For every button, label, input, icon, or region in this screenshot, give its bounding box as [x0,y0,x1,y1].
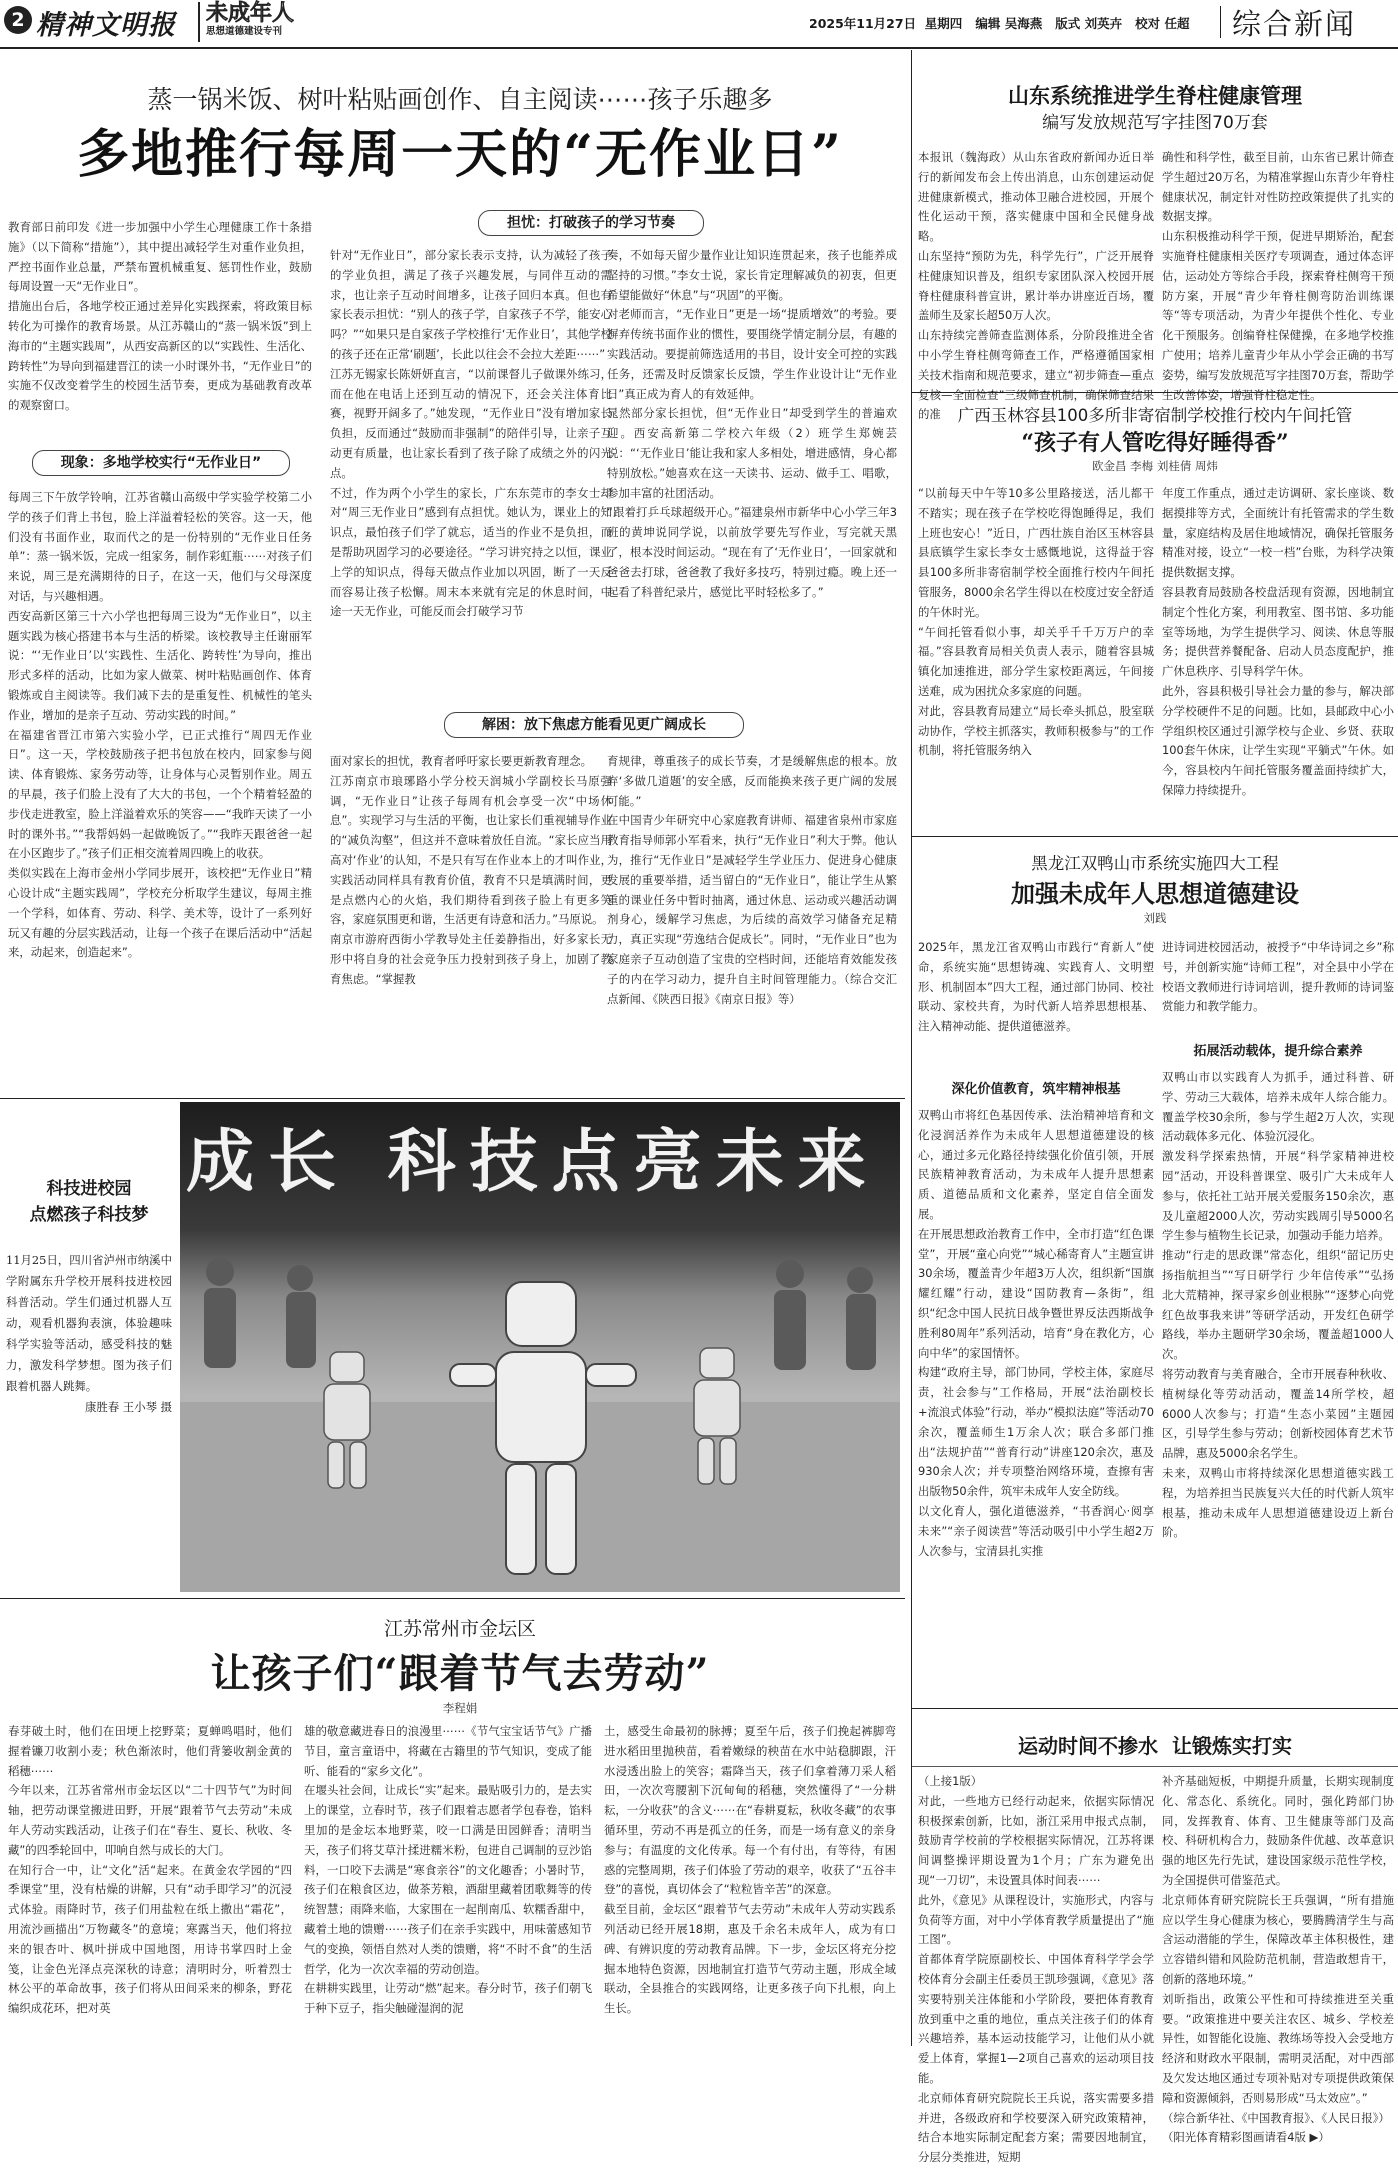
section-label-worry: 担忧：打破孩子的学习节奏 [478,210,704,236]
heilongjiang-intro: 2025年，黑龙江省双鸭山市践行“育新人”使命，系统实施“思想铸魂、实践育人、文明塑形、机制固本”四大工程，通过部门协同、校社联动、家校共育，为时代新人培养思想根基、注入精神动能、提供道德滋养。 [918,940,1154,1034]
heilongjiang-subhead-2: 拓展活动载体，提升综合素养 [1193,1044,1363,1059]
section-logo [198,2,333,42]
page-number-badge: 2 [4,6,32,34]
photo-title-line-2: 点燃孩子科技梦 [29,1205,149,1225]
guangxi-byline: 欧金昌 李梅 刘桂倩 周炜 [1092,459,1218,473]
photo-banner-text: 成长 科技点亮未来 [186,1123,880,1202]
masthead-rule [0,47,1398,49]
changzhou-col-3: 土，感受生命最初的脉搏；夏至午后，孩子们挽起裤脚弯进水稻田里抛秧苗，看着嫩绿的秧苗在水中站稳脚跟，汗水浸透出脸上的笑容；霜降当天，孩子们拿着薄刀采人稻田，一次次弯腰割下沉甸甸的稻穗，突然懂得了“一分耕耘，一分收获”的含义⋯⋯在“春耕夏耘，秋收冬藏”的农事循环里，劳动不再是孤立的任务，而是一场有意义的亲身参与；有温度的文化传承。每一个有付出，有等待，有困惑的完整周期，孩子们体验了劳动的艰辛，收获了“五谷丰登”的喜悦，真切体会了“粒粒皆辛苦”的深意。 截至目前，金坛区“跟着节气去劳动”未成年人劳动实践系列活动已经开展18期，惠及千余名未成年人，成为有口碑、有辨识度的劳动教育品牌。下一步，金坛区将充分挖掘本地特色资源，因地制宜打造节气劳动主题，形成全域联动，全县推合的实践网络，让更多孩子向下扎根，向上生长。 [604,1724,896,2016]
heilongjiang-byline: 刘践 [1143,911,1167,925]
newspaper-logo: 精神文明报 [36,10,176,41]
changzhou-col-2: 雄的敬意藏进春日的浪漫里⋯⋯《节气宝宝话节气》广播节目，童言童语中，将藏在古籍里的节气知识，变成了能听、能看的“家乡文化”。 在堰头社会间，让成长“实”起来。最贴吸引力的，是去实上的课堂，立春时节，孩子们跟着志愿者学包春卷，馅料里加的是金坛本地野菜，咬一口满是田园鲜香；清明当天，孩子们将艾草汁揉进糯米粉，包进自己调制的豆沙馅料，一口咬下去满是“寒食亲谷”的文化趣香；小暑时节，孩子们在粮食区边，做茶芳粮，酒甜里藏着团歌舞等的传统智慧；雨降来临，大家围在一起削南瓜、软糯香甜中，藏着土地的馈赠⋯⋯孩子们在亲手实践中，用味蕾感知节气的变换，领悟自然对人类的馈赠，将“不时不食”的生活哲学，化为一次次幸福的劳动创造。 在耕耕实践里，让劳动“燃”起来。春分时节，孩子们朝飞于种下豆子，指尖触碰湿润的泥 [304,1724,592,2016]
guangxi-headline-line-2: “孩子有人管吃得好睡得香” [1021,430,1289,456]
photo-scene [180,1102,900,1592]
heilongjiang-bottom-rule [912,1708,1398,1709]
shandong-col-2: 确性和科学性，截至目前，山东省已累计筛查学生超过20万名，为精准掌握山东青少年脊柱健康状况，制定针对性防控政策提供了扎实的数据支撑。 山东积极推动科学干预，促进早期矫治，配套实施脊柱健康相关医疗专项调查，通过体态评估，运动处方等综合手段，探索脊柱侧弯干预防方案，开展“青少年脊柱侧弯防治训练课等“等专项活动，为青少年提供个性化、专业化干预服务。创编脊柱保健操，在多地学校推广使用；培养儿童青少年从小学会正确的书写姿势，编写发放规范写字挂图70万套，帮助学生改善体姿，增强脊柱稳定性。 [1162,150,1394,402]
lead-section3-col-b: 育规律，尊重孩子的成长节奏，才是缓解焦虑的根本。放弃‘多做几道题’的安全感，反而能换来孩子更广阔的发展可能。” 在中国青少年研究中心家庭教育讲师、福建省泉州市家庭教育指导师郭小军看来，执行“无作业日”利大于弊。他认为，推行“无作业日”是减轻学生学业压力、促进身心健康发展的重要举措，适当留白的“无作业日”，能让学生从繁重的课业任务中暂时抽离，通过休息、运动或兴趣活动调剂身心，缓解学习焦虑，为后续的高效学习储备充足精力，真正实现“劳逸结合促成长”。同时，“无作业日”也为家庭亲子互动创造了宝贵的空档时间，还能培育效能发孩子的内在学习动力，提升自主时间管理能力。（综合交汇点新闻、《陕西日报》《南京日报》等） [607,754,897,1006]
photo-caption: 11月25日，四川省泸州市纳溪中学附属东升学校开展科技进校园科普活动。学生们通过机器人互动，观看机器狗表演，体验趣味科学实验等活动，感受科技的魅力，激发科学梦想。图为孩子们跟着机器人跳舞。 [6,1253,172,1393]
photo-title-line-1: 科技进校园 [46,1179,132,1199]
changzhou-headline: 让孩子们“跟着节气去劳动” [210,1650,710,1697]
lead-kicker: 蒸一锅米饭、树叶粘贴画创作、自主阅读⋯⋯孩子乐趣多 [147,85,773,114]
guangxi-bottom-rule [912,836,1398,837]
heilongjiang-subhead-1: 深化价值教育，筑牢精神根基 [951,1082,1121,1097]
heilongjiang-col-2: 双鸭山市以实践育人为抓手，通过科普、研学、劳动三大载体，培养未成年人综合能力。覆盖学校30余所，参与学生超2万人次，实现活动载体多元化、体验沉浸化。 激发科学探索热情，开展“科学家精神进校园”活动，开设科普课堂、吸引广大未成年人参与，依托社工站开展关爱服务150余次，惠及儿童超2000人次，劳动实践周引导5000名学生参与植物生长记录，加强动手能力培养。 推动“行走的思政课”常态化，组织“韶记历史扬指航担当”“写日研学行 少年信传承”“弘扬北大荒精神，探寻家乡创业根脉”“逐梦心向党 红色故事我来讲”等研学活动，开发红色研学路线，举办主题研学30余场，覆盖超1000人次。 将劳动教育与美育融合，全市开展春种秋收、植树绿化等劳动活动，覆盖14所学校，超6000人次参与；打造“生态小菜园”主题园区，引导学生参与劳动；创新校园体育艺术节品牌，惠及5000余名学生。 未来，双鸭山市将持续深化思想道德实践工程，为培养担当民族复兴大任的时代新人筑牢根基，推动未成年人思想道德建设迈上新台阶。 [1162,1070,1394,1540]
photo-credit: 康胜春 王小琴 摄 [85,1400,172,1414]
exercise-col-1: （上接1版） 对此，一些地方已经行动起来，依据实际情况积极探索创新，比如，浙江采用申报式点制，鼓励青学校前的学校根据实际情况，江苏将课间调整操评期设置为1个月；广东为避免出现“一刀切”，未设置具体时间表⋯⋯ 此外，《意见》从课程设计，实施形式，内容与负荷等方面，对中小学体育教学质量提出了“施工图”。 首都体育学院原副校长、中国体育科学学会学校体育分会副主任委员王凯珍强调，《意见》落实要特别关注体能和小学阶段，要把体育教育放到重中之重的地位，重点关注孩子们的体育兴趣培养，基本运动技能学习，让他们从小就爱上体育，掌握1—2项自己喜欢的运动项目技能。 北京师体育研究院院长王兵说，落实需要多措并进，各级政府和学校要深入研究政策精神，结合本地实际制定配套方案；需要因地制宜，分层分类推进，短期 [918,1774,1154,2165]
exercise-col-2: 补齐基础短板，中期提升质量，长期实现制度化、常态化、系统化。同时，强化跨部门协同，发挥教育、体育、卫生健康等部门及高校、科研机构合力，鼓励条件优越、改革意识强的地区先行先试，建设国家级示范性学校，为全国提供可借鉴范式。 北京师体育研究院院长王兵强调，“所有措施应以学生身心健康为核心，要腾腾清学生与高含运动潜能的学生，保障改革主体积极性，建立容错纠错和风险防范机制，营造敢想肯干，创新的落地环境。” 刘昕指出，政策公平性和可持续推进至关重要。“政策推进中要关注农区、城乡、学校差异性，如智能化设施、教练场等投入会受地方经济和财政水平限制，需明灵活配，对中西部及欠发达地区通过专项补贴对专项提供政策保障和资源倾斜，否则易形成“马太效应”。” （综合新华社、《中国教育报》、《人民日报》） （阳光体育精彩图画请看4版 ▶） [1162,1774,1394,2145]
shandong-headline: 山东系统推进学生脊柱健康管理 [1008,84,1302,108]
column-divider [911,50,912,2046]
photo-title [6,1176,172,1228]
section-label-phenomenon: 现象：多地学校实行“无作业日” [32,450,290,476]
exercise-headline-rule [912,1766,1398,1767]
changzhou-kicker: 江苏常州市金坛区 [383,1618,536,1640]
heilongjiang-col-2-top: 进诗词进校园活动，被授予“中华诗词之乡”称号，并创新实施“诗师工程”，对全县中小学在校语文教师进行诗词培训，提升教师的诗词鉴赏能力和教学能力。 [1162,940,1394,1014]
masthead [0,0,1398,46]
exercise-headline: 运动时间不掺水 让锻炼实打实 [1018,1734,1292,1758]
masthead-divider [1220,6,1221,38]
shandong-bottom-rule [912,392,1398,393]
section-label-solution: 解困：放下焦虑方能看见更广阔成长 [444,712,744,738]
section-title: 未成年人 [206,1,295,26]
lead-section2-col-a: 针对“无作业日”，部分家长表示支持，认为减轻了孩子的学业负担，满足了孩子兴趣发展，与同伴互动的需求，也让亲子互动时间增多，让孩子回归本真。但也有家长表示担忧：“别人的孩子学，自家孩子不学，能安心吗？”“如果只是自家孩子学校推行‘无作业日’，其他学校的孩子还在正常‘刷题’，长此以往会不会拉大差距⋯⋯” 江苏无锡家长陈妍妍直言，“以前课督儿子做课外练习，而在他在电话上还到互动的情况下，还会关注体育比赛，视野开阔多了。”她发现，“无作业日”没有增加家长负担，反而通过“鼓励而非强制”的陪伴引导，让亲子互动更有质量，也让家长看到了孩子除了成绩之外的闪光点。 不过，作为两个小学生的家长，广东东莞市的李女士却对“周三无作业日”感到有点担忧。她认为，课业上的知识点，最怕孩子们学了就忘，适当的作业不是负担，而是帮助巩固学习的必要途径。“学习讲究持之以恒，课业上学的知识点，得每天做点作业加以巩固，断了一天反而容易让孩子松懈。周末本来就有完足的休息时间，中途一天无作业，可能反而会打破学习节 [330,248,612,619]
shandong-subheadline: 编写发放规范写字挂图70万套 [1042,113,1268,133]
page-category: 综合新闻 [1232,7,1357,41]
lead-section3-col-a: 面对家长的担忧，教育者呼吁家长要更新教育理念。 江苏南京市琅琊路小学分校天润城小学副校长马原强调，“无作业日”让孩子每周有机会享受一次“中场休息”。实现学习与生活的平衡，也让家长们重视辅导作业的“减负沟壑”，但这并不意味着放任自流。“家长应当用高对‘作业’的认知，不是只有写在作业本上的才叫作业，实践活动同样具有教育价值，教育不只是填满时间，更是点燃内心的火焰，我们期待看到孩子脸上有更多笑容，家庭氛围更和谐，生活更有诗意和活力。”马原说。 南京市游府西街小学教导处主任姜静指出，好多家长无形中将自身的社会竞争压力投射到孩子身上，加剧了教育焦虑。“掌握教 [330,754,612,986]
heilongjiang-headline: 加强未成年人思想道德建设 [1011,879,1299,908]
heilongjiang-col-1: 双鸭山市将红色基因传承、法治精神培育和文化浸润活养作为未成年人思想道德建设的核心，通过多元化路径持续强化价值引领，开展民族精神教育活动，为未成年人提升思想素质、道德品质和文化素养，坚定自信全面发展。 在开展思想政治教育工作中，全市打造“红色课堂”，开展“童心向党”“城心稀寄育人”主题宣讲30余场，覆盖青少年超3万人次，组织新“国旗耀红耀”行动，建设“国防教育—条街”，组织“纪念中国人民抗日战争暨世界反法西斯战争胜利80周年”系列活动，培育“身在教化方，心向中华”的家国情怀。 构建“政府主导，部门协同，学校主体，家庭尽责，社会参与”工作格局，开展“法治副校长+流浪式体验”行动，举办“模拟法庭”等活动70余次，覆盖师生1万余人次；联合多部门推出“法规护苗”“普育行动”讲座120余次，惠及930余人次；并专项整治网络环境，查擦有害出版物50余件，筑牢未成年人安全防线。 以文化育人，强化道德滋养，“书香润心·阅享未来”“亲子阅读营”等活动吸引中小学生超2万人次参与，宝清县扎实推 [918,1108,1154,1558]
photo-bottom-rule [0,1598,905,1599]
news-photo [180,1102,900,1592]
photo-caption-box [6,1176,172,1536]
guangxi-headline-line-1: 广西玉林容县100多所非寄宿制学校推行校内午间托管 [957,406,1353,425]
shandong-col-1: 本报讯（魏海政）从山东省政府新闻办近日举行的新闻发布会上传出消息，山东创建运动促进健康新模式，推动体卫融合进校园，开展个性化运动干预，落实健康中国和全民健身战略。 山东坚持“预防为先，科学先行”，广泛开展脊柱健康知识普及，组织专家团队深入校园开展脊柱健康科普宣讲，累计举办讲座近百场，覆盖师生及家长超50万人次。 山东持续完善筛查监测体系，分阶段推进全省中小学生脊柱侧弯筛查工作，严格遵循国家相关技术指南和规范要求，建立“初步筛查—重点复核—全面检查”三级筛查机制，确保筛查结果的准 [918,150,1154,422]
heilongjiang-kicker: 黑龙江双鸭山市系统实施四大工程 [1031,854,1279,873]
guangxi-col-1: “以前每天中午等10多公里路接送，活儿都干不踏实；现在孩子在学校吃得饱睡得足，我们上班也安心！”近日，广西壮族自治区玉林容县县底镇学生家长李女士感慨地说，这得益于容县100多所非寄宿制学校全面推行校内午间托管服务，8000余名学生得以在校度过安全舒适的午休时光。 “午间托管看似小事，却关乎千千万万户的幸福。”容县教育局相关负责人表示，随着容县城镇化加速推进，部分学生家校距离远，午间接送难，成为困扰众多家庭的问题。 对此，容县教育局建立“局长牵头抓总，股室联动协作，学校主抓落实，教师积极参与”的工作机制，将托管服务纳入 [918,486,1154,758]
section-subtitle: 思想道德建设专刊 [206,26,283,37]
changzhou-byline: 李程娟 [442,1701,478,1715]
lead-section1: 每周三下午放学铃响，江苏省赣山高级中学实验学校第二小学的孩子们背上书包，脸上洋溢着轻松的笑容。这一天，他们没有书面作业，取而代之的是一份特别的“无作业日任务单”：蒸一锅米饭，完成一组家务，制作彩虹瓶⋯⋯对孩子们来说，周三是充满期待的日子，在这一天，他们与父母深度对话，与兴趣相遇。 西安高新区第三十六小学也把每周三设为“无作业日”，以主题实践为核心搭建书本与生活的桥梁。该校教导主任谢丽军说：“‘无作业日’以‘实践性、生活化、跨转性’为导向，推出形式多样的活动，比如为家人做菜、树叶粘贴画创作、体育锻炼或自主阅读等。我们减下去的是重复性、机械性的笔头作业，增加的是亲子互动、劳动实践的时间。” 在福建省晋江市第六实验小学，已正式推行“周四无作业日”。这一天，学校鼓励孩子把书包放在校内，回家参与阅读、体育锻炼、家务劳动等，让身体与心灵暂别作业。周五的早晨，孩子们脸上没有了大大的书包，一个个精着轻盈的步伐走进教室，脸上洋溢着欢乐的笑容——“我昨天读了一小时的课外书。”“我帮妈妈一起做晚饭了。”“我昨天跟爸爸一起在小区跑步了。”孩子们正相交流着周四晚上的收获。 类似实践在上海市金州小学同步展开，该校把“无作业日”精心设计成“主题实践周”，学校充分析取学生建议，每周主推一个学科，如体育、劳动、科学、美术等，设计了一系列好玩又有趣的分层实践活动，让每一个孩子在课后活动中“活起来，动起来，创造起来”。 [8,490,312,960]
date-line: 2025年11月27日 星期四 编辑 吴海燕 版式 刘英卉 校对 任超 [809,16,1190,31]
changzhou-col-1: 春芽破土时，他们在田埂上挖野菜；夏蝉鸣唱时，他们握着镰刀收割小麦；秋色渐浓时，他们背篓收割金黄的稻穗⋯⋯ 今年以来，江苏省常州市金坛区以“二十四节气”为时间轴，把劳动课堂搬进田野，开展“跟着节气去劳动”未成年人劳动实践活动，让孩子们在“春生、夏长、秋收、冬藏”的四季轮回中，叩响自然与成长的大门。 在知行合一中，让“文化”活“起来。在黄金农学园的“四季课堂”里，没有枯燥的讲解，只有“动手即学习”的沉浸式体验。雨降时节，孩子们用盐粒在纸上撒出“霜花”，用流沙画描出“万物藏冬”的意境；寒露当天，他们将拉来的银杏叶、枫叶拼成中国地图，用诗书掌四时上金笺，让金色光泽点亮深秋的诗意；清明时分，听着烈士林公平的革命故事，孩子们将从田间采来的柳条，野花编织成花环，把对英 [8,1724,292,2016]
lead-bottom-rule [0,1098,905,1099]
lead-headline: 多地推行每周一天的“无作业日” [77,124,843,185]
lead-intro: 教育部日前印发《进一步加强中小学生心理健康工作十条措施》（以下简称“措施”），其中提出减轻学生对重作业负担，严控书面作业总量，严禁布置机械重复、惩罚性作业，鼓励每周设置一天“无作业日”。 措施出台后，各地学校正通过差异化实践探索，将政策目标转化为可操作的教育场景。从江苏赣山的“蒸一锅米饭”到上海市的“主题实践周”，从西安高新区的以“实践性、生活化、跨转性”为导向到福建晋江的读一小时课外书，“无作业日”的实施不仅改变着学生的校园生活节奏，更成为基础教育改革的观察窗口。 [8,220,312,413]
guangxi-col-2: 年度工作重点，通过走访调研、家长座谈、数据摸排等方式，全面统计有托管需求的学生数量，家庭结构及居住地域情况，确保托管服务精准对接，设立“一校一档”台账，为科学决策提供数据支撑。 容县教育局鼓励各校盘活现有资源，因地制宜制定个性化方案，利用教室、图书馆、多功能室等场地，为学生提供学习、阅读、休息等服务；提供营养餐配备、启动人员态度配护，推广休息秩序、引导科学午休。 此外，容县积极引导社会力量的参与，解决部分学校硬件不足的问题。比如，县邮政中心小学组织校区通过引源学校与企业、乡贤、获取100套午休床，让学生实现“平躺式”午休。如今，容县校内午间托管服务覆盖面持续扩大，保障力持续提升。 [1162,486,1394,797]
lead-section2-col-b: 奏，不如每天留少量作业让知识连贯起来，孩子也能养成坚持的习惯。”李女士说，家长肯定理解减负的初衷，但更希望能做好“休息”与“巩固”的平衡。 对老师而言，“无作业日”更是一场“提质增效”的考验。要摒弃传统书面作业的惯性，要围绕学情定制分层，有趣的实践活动。要提前筛选适用的书目，设计安全可控的实践任务，还需及时反馈家长反馈，学生作业设计让“无作业日”真正成为育人的有效延伸。 晁然部分家长担忧，但“无作业日”却受到学生的普遍欢迎。西安高新第二学校六年级（2）班学生郑婉芸说：“‘无作业日’能让我和家人多相处，增进感情，身心都特别放松。”她喜欢在这一天读书、运动、做手工、唱歌，参加丰富的社团活动。 “跟着打乒乓球超级开心。”福建泉州市新华中心小学三年3班的黄坤说同学说，以前放学要先写作业，写完就天黑了，根本没时间运动。“现在有了‘无作业日’，一回家就和爸爸去打球，爸爸教了我好多技巧，特别过瘾。晚上还一起看了科普纪录片，感觉比平时轻松多了。” [607,248,897,599]
